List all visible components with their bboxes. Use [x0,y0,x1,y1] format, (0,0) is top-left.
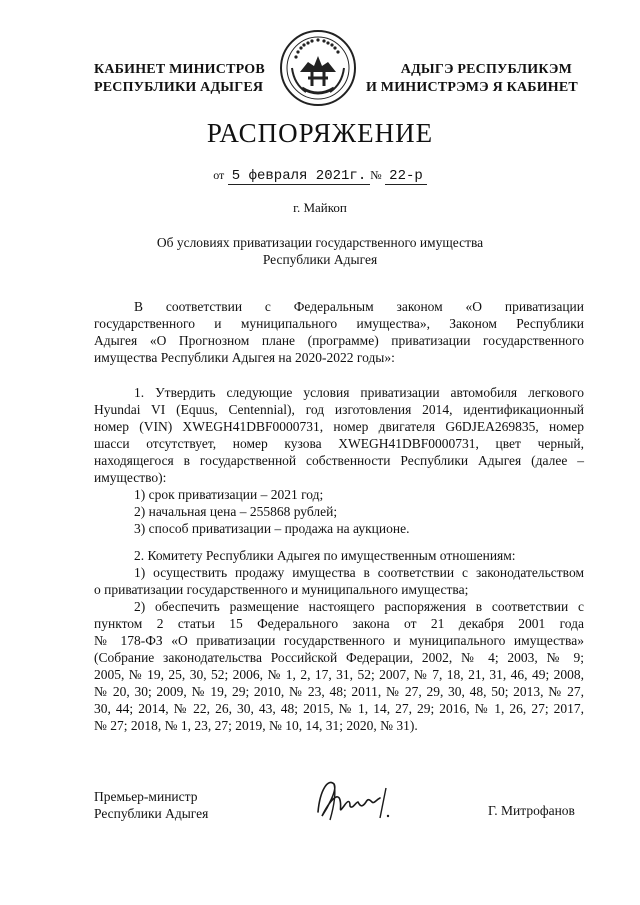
signatory-name: Г. Митрофанов [488,803,575,818]
text-line: 30, 44; 2014, № 22, 26, 30, 43, 48; 2015, № 1, 14, 27, 29; 2016, № 1, 26, 27; 2017, [94,701,584,716]
item-1-paragraph [94,384,584,537]
text-line: № 178-ФЗ «О приватизации государственного и муниципального имущества» [94,633,584,648]
text-line: № 20, 30; 2009, № 19, 29; 2010, № 23, 48; 2011, № 27, 29, 30, 48, 50; 2013, № 27, [94,684,584,699]
text-line: шасси отсутствует, номер кузова XWEGH41DBF0000731, цвет черный, [94,436,584,451]
city: г. Майкоп [293,200,347,215]
header-right-line2: И МИНИСТРЭМЭ Я КАБИНЕТ [366,80,578,95]
subject-line: Республики Адыгея [262,252,378,267]
text-line: Адыгея «О Прогнозном плане (программе) приватизации государственного [94,333,584,348]
text-line: Hyundai VI (Equus, Centennial), год изготовления 2014, идентификационный [94,402,584,417]
text-line: находящегося в государственной собственности Республики Адыгея (далее – [94,453,584,468]
list-item: 1) срок приватизации – 2021 год; [134,487,324,502]
text-line: 2. Комитету Республики Адыгея по имущественным отношениям: [134,548,516,563]
position-line: Премьер-министр [94,789,198,804]
text-line: (Собрание законодательства Российской Федерации, 2002, № 4; 2003, № 9; [94,650,584,665]
header-left-org [94,61,265,97]
position-line: Республики Адыгея [94,806,209,821]
header-right-org [366,61,578,97]
text-line: имущество): [94,470,167,485]
preamble-paragraph [94,298,584,366]
date-number-line [0,168,640,185]
text-line: 2) обеспечить размещение настоящего распоряжения в соответствии с [134,599,584,614]
text-line: пунктом 2 статьи 15 Федерального закона от 21 декабря 2001 года [94,616,584,631]
text-line: В соответствии с Федеральным законом «О приватизации [134,299,584,314]
document-number: 22-р [385,168,427,185]
item-2-paragraph [94,547,584,734]
subject-line: Об условиях приватизации государственного имущества [156,235,484,250]
number-sign: № [370,168,382,182]
list-item: 2) начальная цена – 255868 рублей; [134,504,338,519]
document-title: РАСПОРЯЖЕНИЕ [206,118,434,148]
signatory-position [94,788,208,822]
text-line: о приватизации государственного и муниципального имущества; [94,582,469,597]
document-subject [0,234,640,268]
header-right-line1: АДЫГЭ РЕСПУБЛИКЭМ [400,62,572,77]
text-line: номер (VIN) XWEGH41DBF0000731, номер двигателя G6DJEA269835, номер [94,419,584,434]
list-item: 3) способ приватизации – продажа на аукционе. [134,521,410,536]
text-line: 1) осуществить продажу имущества в соответствии с законодательством [134,565,584,580]
text-line: 1. Утвердить следующие условия приватизации автомобиля легкового [134,385,584,400]
coat-of-arms-icon [278,28,358,108]
text-line: имущества Республики Адыгея на 2020-2022 годы»: [94,350,395,365]
text-line: государственного и муниципального имущества», Законом Республики [94,316,584,331]
handwritten-signature-icon [300,770,410,830]
text-line: 2005, № 19, 25, 30, 52; 2006, № 1, 2, 17, 31, 52; 2007, № 7, 18, 21, 31, 46, 49; 2008, [94,667,584,682]
header-left-line2: РЕСПУБЛИКИ АДЫГЕЯ [94,80,264,95]
date-prefix: от [213,168,225,182]
text-line: № 27; 2018, № 1, 23, 27; 2019, № 10, 14, 31; 2020, № 31). [94,718,418,733]
document-date: 5 февраля 2021г. [228,168,370,185]
header-left-line1: КАБИНЕТ МИНИСТРОВ [94,62,265,77]
